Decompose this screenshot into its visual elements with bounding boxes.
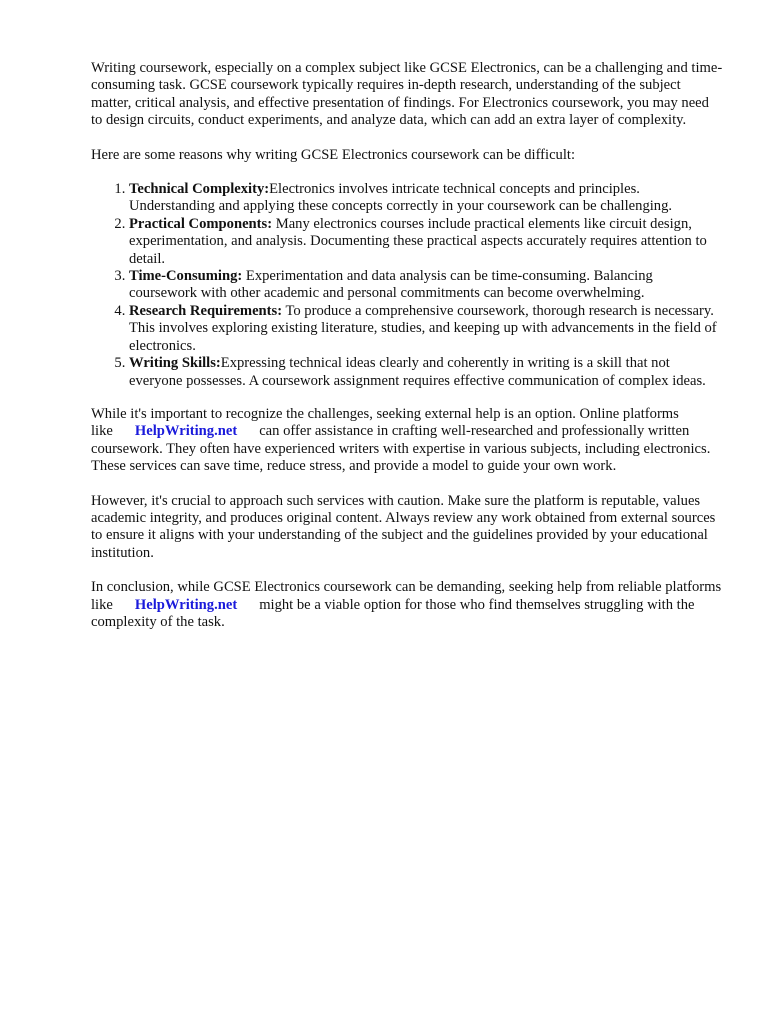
reason-title: Research Requirements: (129, 302, 283, 319)
helpwriting-link-conclusion[interactable]: HelpWriting.net (134, 596, 238, 613)
list-item (129, 268, 723, 303)
help-paragraph (91, 406, 723, 476)
reason-text: Experimentation and data analysis can be time-consuming. Balancing coursework with other academic and personal commitments can become overwhelming. (129, 268, 653, 302)
reason-text: Expressing technical ideas clearly and coherently in writing is a skill that not everyone possesses. A coursework assignment requires effective communication of complex ideas. (129, 355, 706, 389)
reason-title: Time-Consuming: (129, 268, 243, 285)
conclusion-paragraph (91, 579, 723, 631)
intro-paragraph: Writing coursework, especially on a complex subject like GCSE Electronics, can be a challenging and time-consuming task. GCSE coursework typically requires in-depth research, understanding of the subject matter, critical analysis, and effective presentation of findings. For Electronics coursework, you may need to design circuits, conduct experiments, and analyze data, which can add an extra layer of complexity. (91, 60, 723, 129)
reason-text: Many electronics courses include practical elements like circuit design, experimentation, and analysis. Documenting these practical aspects accurately requires attention to detail. (129, 215, 707, 267)
reason-title: Technical Complexity: (129, 181, 270, 198)
help-text-before: While it's important to recognize the challenges, seeking external help is an option. Online platforms like (91, 405, 679, 440)
reason-text: To produce a comprehensive coursework, thorough research is necessary. This involves exploring existing literature, studies, and keeping up with advancements in the field of electronics. (129, 302, 717, 354)
list-item (129, 216, 723, 268)
caution-paragraph: However, it's crucial to approach such services with caution. Make sure the platform is reputable, values academic integrity, and produces original content. Always review any work obtained from external sources to ensure it aligns with your understanding of the subject and the guidelines provided by your educational institution. (91, 492, 716, 561)
help-text-after: can offer assistance in crafting well-researched and professionally written coursework. They often have experienced writers with expertise in various subjects, including electronics. These services can save time, reduce stress, and provide a model to guide your own work. (91, 423, 711, 475)
reason-title: Practical Components: (129, 215, 273, 232)
list-item (129, 355, 723, 390)
conclusion-text-before: In conclusion, while GCSE Electronics coursework can be demanding, seeking help from reliable platforms like (91, 579, 722, 613)
reasons-list (91, 181, 723, 390)
conclusion-text-after: might be a viable option for those who find themselves struggling with the complexity of the task. (91, 596, 695, 630)
reasons-lead-paragraph: Here are some reasons why writing GCSE Electronics coursework can be difficult: (91, 146, 576, 163)
helpwriting-link[interactable]: HelpWriting.net (134, 423, 238, 440)
list-item (129, 303, 723, 355)
document-body (91, 60, 723, 648)
reason-text: Electronics involves intricate technical concepts and principles. Understanding and applying these concepts correctly in your coursework can be challenging. (129, 181, 673, 215)
list-item (129, 181, 723, 216)
reason-title: Writing Skills: (129, 355, 221, 372)
